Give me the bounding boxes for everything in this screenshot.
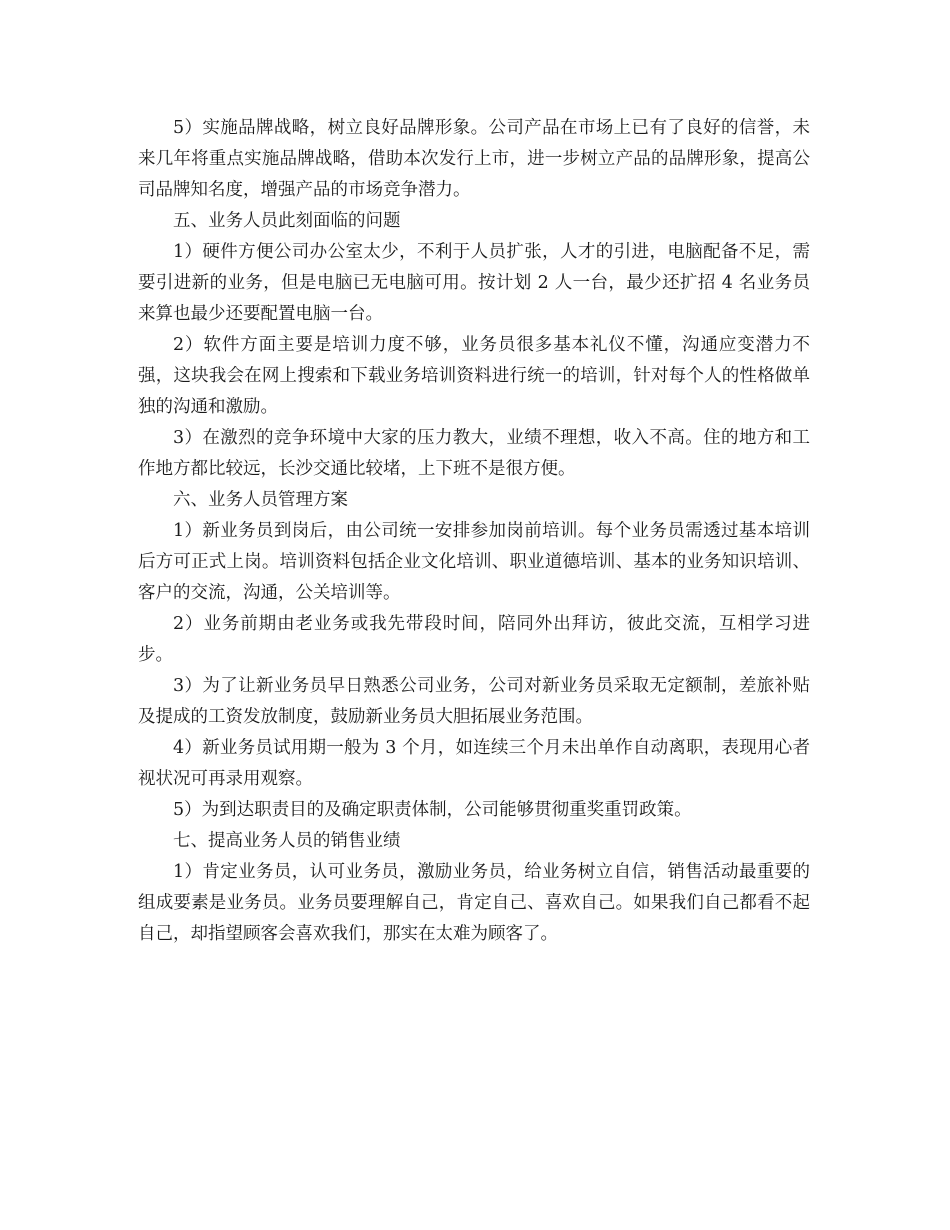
paragraph-salary-system: 3）为了让新业务员早日熟悉公司业务，公司对新业务员采取无定额制，差旅补贴及提成的工资发放制度，鼓励新业务员大胆拓展业务范围。 bbox=[138, 676, 810, 727]
section-heading-improve-sales: 七、提高业务人员的销售业绩 bbox=[173, 831, 401, 851]
paragraph-software-issue: 2）软件方面主要是培训力度不够，业务员很多基本礼仪不懂，沟通应变潜力不强，这块我会在网上搜索和下载业务培训资料进行统一的培训，针对每个人的性格做单独的沟通和激励。 bbox=[138, 335, 810, 417]
section-heading-management-plan: 六、业务人员管理方案 bbox=[173, 490, 348, 510]
paragraph-pre-job-training: 1）新业务员到岗后，由公司统一安排参加岗前培训。每个业务员需透过基本培训后方可正式上岗。培训资料包括企业文化培训、职业道德培训、基本的业务知识培训、客户的交流，沟通，公关培训等。 bbox=[138, 521, 810, 603]
paragraph-hardware-issue: 1）硬件方便公司办公室太少，不利于人员扩张，人才的引进，电脑配备不足，需要引进新的业务，但是电脑已无电脑可用。按计划 2 人一台，最少还扩招 4 名业务员来算也最少还要配置电脑一台。 bbox=[138, 242, 810, 324]
section-heading-current-problems: 五、业务人员此刻面临的问题 bbox=[173, 211, 401, 231]
paragraph-probation: 4）新业务员试用期一般为 3 个月，如连续三个月未出单作自动离职，表现用心者视状况可再录用观察。 bbox=[138, 738, 810, 789]
paragraph-brand-strategy: 5）实施品牌战略，树立良好品牌形象。公司产品在市场上已有了良好的信誉，未来几年将重点实施品牌战略，借助本次发行上市，进一步树立产品的品牌形象，提高公司品牌知名度，增强产品的市场竞争潜力。 bbox=[138, 118, 810, 200]
paragraph-rewards-penalties: 5）为到达职责目的及确定职责体制，公司能够贯彻重奖重罚政策。 bbox=[173, 800, 692, 820]
paragraph-mentoring: 2）业务前期由老业务或我先带段时间，陪同外出拜访，彼此交流，互相学习进步。 bbox=[138, 614, 810, 665]
paragraph-affirm-salespeople: 1）肯定业务员，认可业务员，激励业务员，给业务树立自信，销售活动最重要的组成要素是业务员。业务员要理解自己，肯定自己、喜欢自己。如果我们自己都看不起自己，却指望顾客会喜欢我们，那实在太难为顾客了。 bbox=[138, 862, 810, 944]
paragraph-pressure-issue: 3）在激烈的竞争环境中大家的压力教大，业绩不理想，收入不高。住的地方和工作地方都比较远，长沙交通比较堵，上下班不是很方便。 bbox=[138, 428, 810, 479]
document-page bbox=[138, 113, 810, 950]
